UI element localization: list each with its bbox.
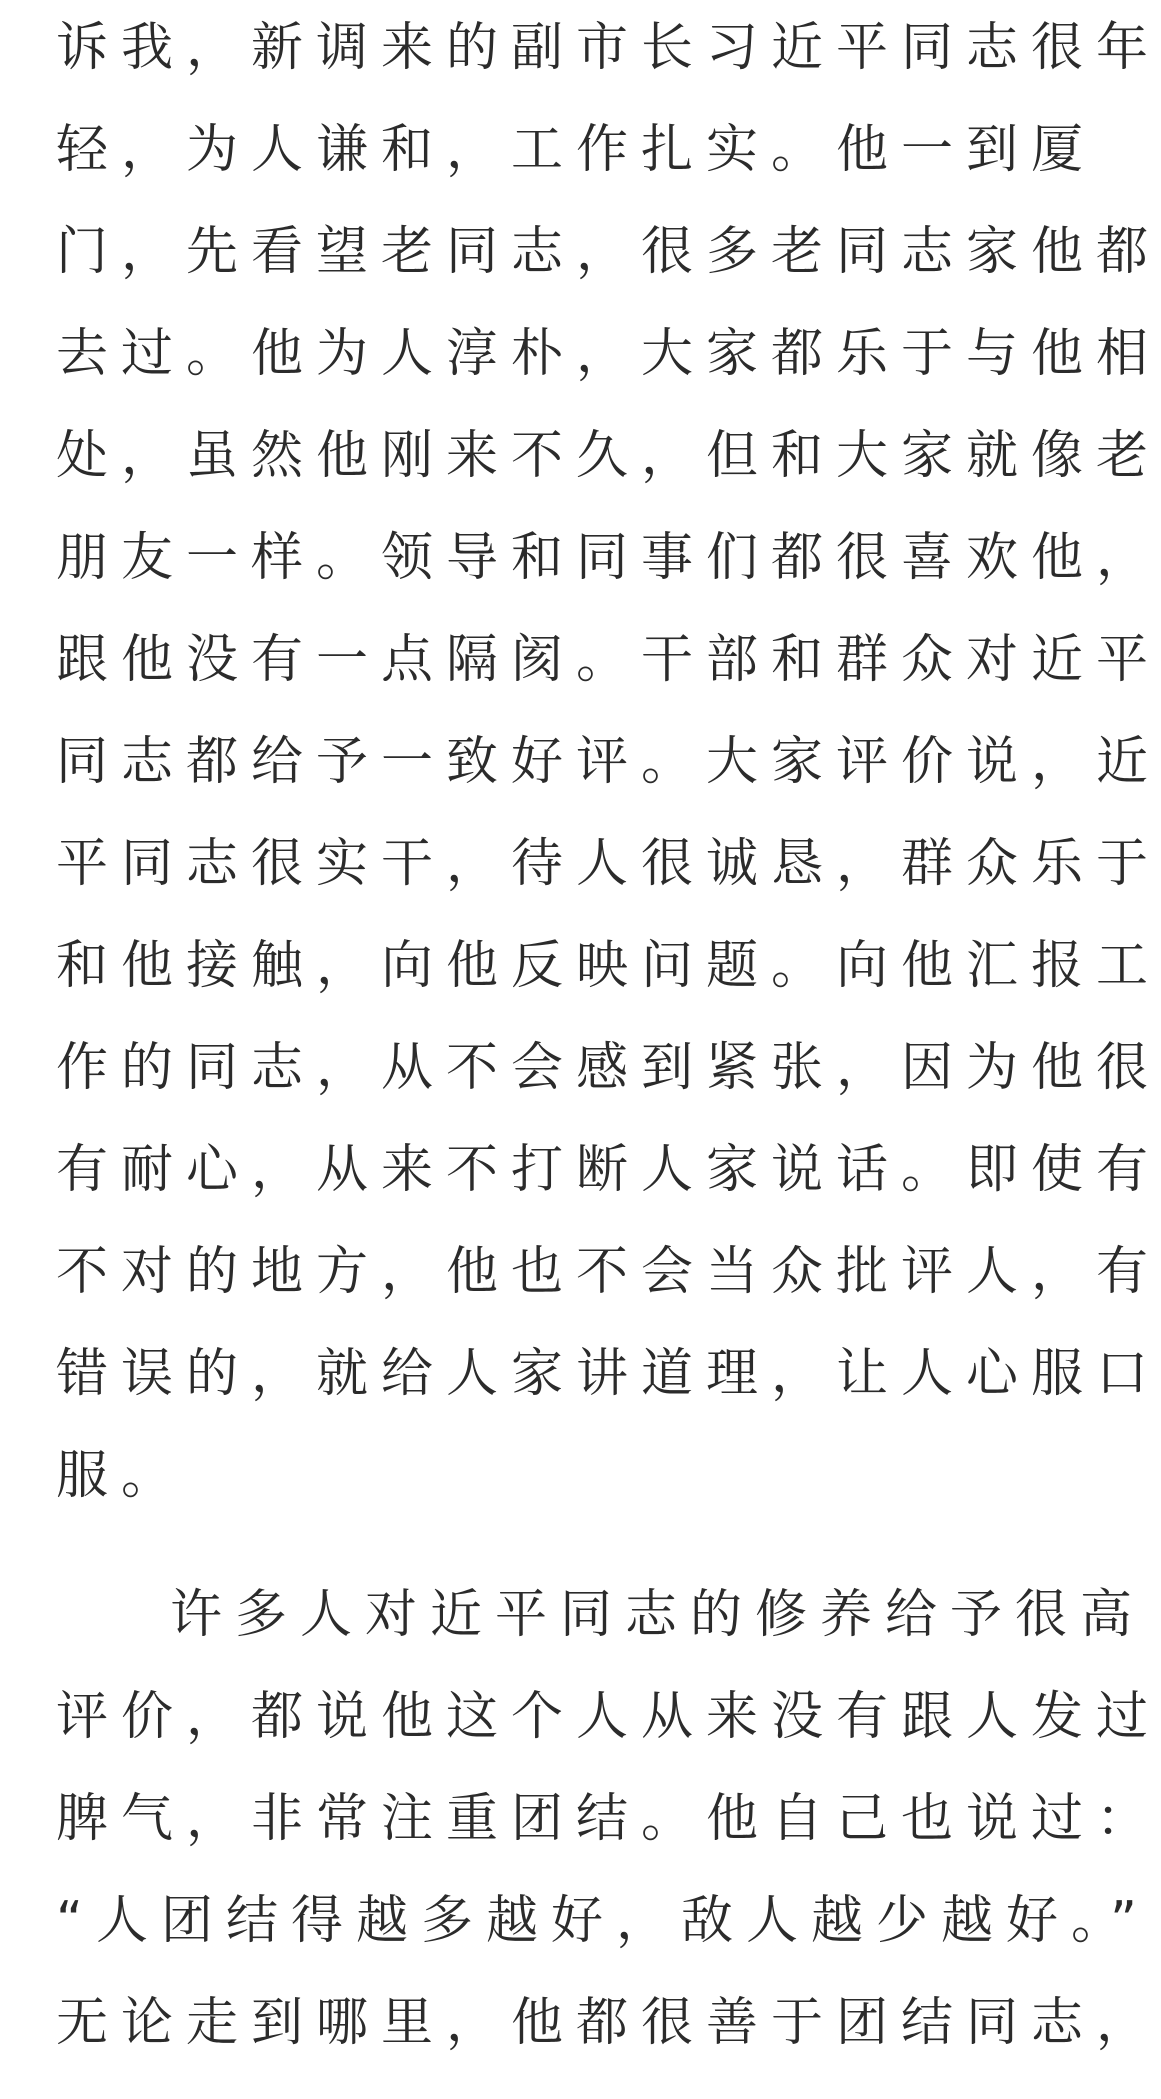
text-line: 朋友一样。领导和同事们都很喜欢他， [56, 528, 1161, 588]
text-line: 跟他没有一点隔阂。干部和群众对近平 [56, 630, 1161, 690]
text-line: 平同志很实干，待人很诚恳，群众乐于 [56, 834, 1161, 894]
text-line: 错误的，就给人家讲道理，让人心服口 [56, 1344, 1161, 1404]
text-line: 有耐心，从来不打断人家说话。即使有 [56, 1140, 1161, 1200]
text-line: 不对的地方，他也不会当众批评人，有 [56, 1242, 1161, 1302]
text-line: 评价，都说他这个人从来没有跟人发过 [56, 1687, 1161, 1747]
text-line: 门，先看望老同志，很多老同志家他都 [56, 222, 1161, 282]
text-line: 和他接触，向他反映问题。向他汇报工 [56, 936, 1161, 996]
text-line: 去过。他为人淳朴，大家都乐于与他相 [56, 324, 1161, 384]
text-line: 许多人对近平同志的修养给予很高 [170, 1585, 1146, 1645]
text-line: 诉我，新调来的副市长习近平同志很年 [56, 18, 1161, 78]
text-line: “人团结得越多越好，敌人越少越好。” [56, 1891, 1150, 1951]
text-line: 脾气，非常注重团结。他自己也说过： [56, 1789, 1161, 1849]
text-line: 作的同志，从不会感到紧张，因为他很 [56, 1038, 1161, 1098]
text-line: 同志都给予一致好评。大家评价说，近 [56, 732, 1161, 792]
text-line: 处，虽然他刚来不久，但和大家就像老 [56, 426, 1161, 486]
text-line: 无论走到哪里，他都很善于团结同志， [56, 1993, 1161, 2053]
text-line: 服。 [56, 1446, 187, 1506]
text-line: 轻，为人谦和，工作扎实。他一到厦 [56, 120, 1097, 180]
